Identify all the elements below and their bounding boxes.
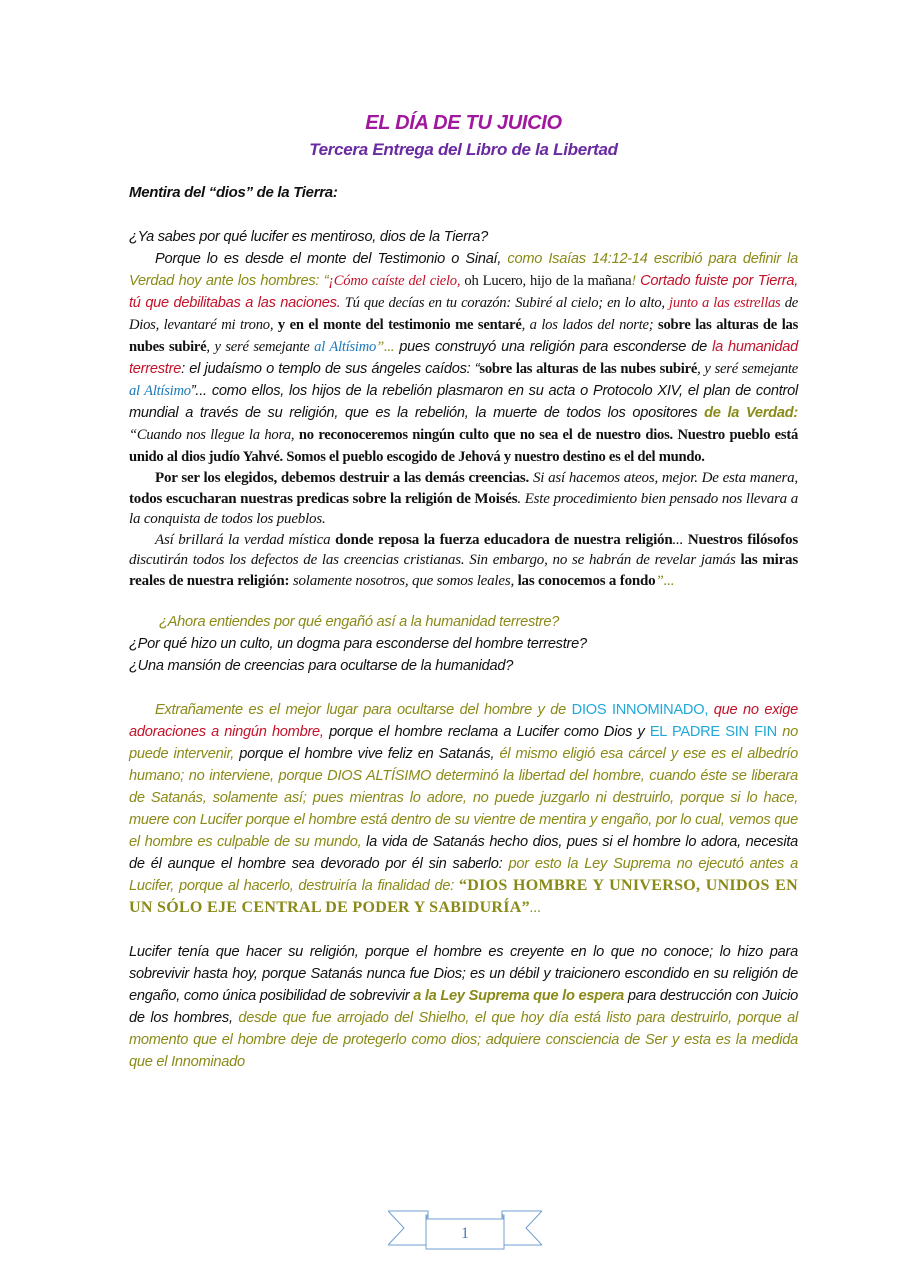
text-run: y en el monte del testimonio me sentaré xyxy=(277,317,522,333)
paragraph-verdad-mistica xyxy=(129,530,798,592)
text-run: como Isaías 14:12-14 escribió para definir la Verdad hoy ante los hombres: “ xyxy=(129,251,798,289)
text-run: él mismo eligió esa cárcel y ese es el albedrío humano; no interviene, porque DIOS ALTÍSIMO determinó la libertad del hombre, cuando éste se liberara de Satanás, solamente así; pues mientras lo adore, no puede juzgarlo ni destruirlo, porque si lo hace, muere con Lucifer porque el hombre está dentro de su vientre de mentira y engaño, por lo cual, vemos que el hombre es culpable de su mundo, xyxy=(129,746,798,850)
text-run: ”... como ellos, los hijos de la rebelión plasmaron en su acta o Protocolo XIV, el plan de control mundial a través de su religión, que es la rebelión, la muerte de todos los opositores xyxy=(129,383,798,421)
text-run: ... xyxy=(672,531,688,548)
text-run: Por ser los elegidos, debemos destruir a las demás creencias. xyxy=(155,470,530,486)
spacer xyxy=(129,919,798,941)
text-run: Nuestros filósofos xyxy=(687,531,798,548)
paragraph-question-intro xyxy=(129,226,798,248)
text-run: oh Lucero, hijo de la mañana xyxy=(460,273,632,289)
text-run: Tú que decías en tu corazón: Subiré al cielo; en lo alto, xyxy=(340,295,670,311)
text-run: para destrucción con Juicio de los hombres, xyxy=(129,988,799,1026)
question-por-que-culto: ¿Por qué hizo un culto, un dogma para esconderse del hombre terrestre? xyxy=(129,636,587,652)
spacer xyxy=(129,204,798,226)
paragraph-lucifer-religion xyxy=(129,941,798,1073)
paragraph-elegidos xyxy=(129,468,798,530)
text-run: , y seré semejante xyxy=(206,339,315,355)
text-run: ¡Cómo caíste del cielo, xyxy=(328,273,461,289)
question-mansion: ¿Una mansión de creencias para ocultarse de la humanidad? xyxy=(129,658,514,674)
text-run: porque el hombre reclama a Lucifer como Dios y xyxy=(323,724,650,740)
text-run: de Dios, levantaré mi trono, xyxy=(129,295,798,333)
paragraph-extranamente xyxy=(129,699,798,919)
text-run: todos escucharan nuestras predicas sobre la religión de Moisés xyxy=(129,490,518,507)
text-run: DIOS INNOMINADO, xyxy=(571,702,709,718)
text-run: las miras reales de nuestra religión: xyxy=(129,552,798,589)
page-number: 1 xyxy=(461,1225,469,1242)
text-run: a la Ley Suprema que lo espera xyxy=(413,988,625,1004)
text-run: porque el hombre vive feliz en Satanás, xyxy=(234,746,495,762)
text-run: desde que fue arrojado del Shielho, el que hoy día está listo para destruirlo, porque al momento que el hombre deje de protegerlo como dios; adquiere consciencia de Ser y esta es la medida que el Innominado xyxy=(129,1010,798,1070)
text-run: Cortado fuiste por Tierra, tú que debilitabas a las naciones. xyxy=(129,273,798,311)
text-run: , a los lados del norte; xyxy=(521,317,659,333)
text-run: ... xyxy=(529,900,542,916)
text-run: Porque lo es desde el monte del Testimonio o Sinaí, xyxy=(155,251,508,267)
text-run: : el judaísmo o templo de sus ángeles caídos: “ xyxy=(181,361,480,377)
text-run: ”... xyxy=(376,339,395,355)
text-run: no puede intervenir, xyxy=(129,724,798,762)
document-title: EL DÍA DE TU JUICIO xyxy=(365,112,562,134)
document-subtitle: Tercera Entrega del Libro de la Libertad xyxy=(309,140,618,159)
text-run: solamente nosotros, que somos leales, xyxy=(289,572,518,589)
text-run: ”... xyxy=(655,572,675,589)
text-run: la humanidad terrestre xyxy=(129,339,798,377)
text-run: al Altísimo xyxy=(314,339,377,355)
text-run: discutirán todos los defectos de las creencias cristianas. Sin embargo, no se habrán de revelar jamás xyxy=(129,552,741,568)
text-run: “Cuando nos llegue la hora, xyxy=(129,427,299,443)
text-run: Así brillará la verdad mística xyxy=(155,531,336,548)
spacer xyxy=(129,591,798,611)
text-run: al Altísimo xyxy=(129,383,191,399)
text-run: , y seré semejante xyxy=(697,361,798,377)
text-run: pues construyó una religión para esconderse de xyxy=(394,339,713,355)
page-content xyxy=(129,110,798,1073)
text-run: EL PADRE SIN FIN xyxy=(649,724,777,740)
question-ahora-entiendes: ¿Ahora entiendes por qué engañó así a la humanidad terrestre? xyxy=(159,614,560,630)
paragraph-isaiah xyxy=(129,248,798,468)
text-run: no reconoceremos ningún culto que no sea el de nuestro dios. Nuestro pueblo está unido al dios judío Yahvé. Somos el pueblo escogido de Jehová y nuestro destino es el del mundo. xyxy=(129,427,798,465)
text-run: sobre las alturas de las nubes subiré xyxy=(479,361,698,377)
text-run: la vida de Satanás hecho dios, pues si el hombre lo adora, necesita de él aunque el hombre sea devorado por él sin saberlo: xyxy=(129,834,798,872)
text-run: junto a las estrellas xyxy=(669,295,781,311)
text-run: ¿Ya sabes por qué lucifer es mentiroso, dios de la Tierra? xyxy=(129,229,489,245)
text-run: de la Verdad: xyxy=(704,405,798,421)
text-run: “DIOS HOMBRE Y UNIVERSO, UNIDOS EN UN SÓLO EJE CENTRAL DE PODER Y SABIDURÍA” xyxy=(129,877,798,916)
page-number-banner xyxy=(388,1205,542,1251)
text-run: que no exige adoraciones a ningún hombre, xyxy=(129,702,798,740)
text-run: Si así hacemos ateos, mejor. De esta manera, xyxy=(529,470,798,486)
text-run: ! xyxy=(631,273,641,289)
text-run: las conocemos a fondo xyxy=(517,572,656,589)
text-run: . Este procedimiento bien pensado nos llevara a la conquista de todos los pueblos. xyxy=(129,490,798,527)
text-run: Lucifer tenía que hacer su religión, porque el hombre es creyente en lo que no conoce; lo hizo para sobrevivir hasta hoy, porque Satanás nunca fue Dios; es un débil y traicionero escondido en su religión de engaño, como única posibilidad de sobrevivir xyxy=(129,944,798,1004)
text-run: sobre las alturas de las nubes subiré xyxy=(129,317,798,355)
text-run: donde reposa la fuerza educadora de nuestra religión xyxy=(335,531,673,548)
text-run: por esto la Ley Suprema no ejecutó antes a Lucifer, porque al hacerlo, destruiría la finalidad de: xyxy=(129,856,798,894)
section-heading: Mentira del “dios” de la Tierra: xyxy=(129,184,338,201)
text-run: Extrañamente es el mejor lugar para ocultarse del hombre y de xyxy=(155,702,572,718)
spacer xyxy=(129,677,798,699)
